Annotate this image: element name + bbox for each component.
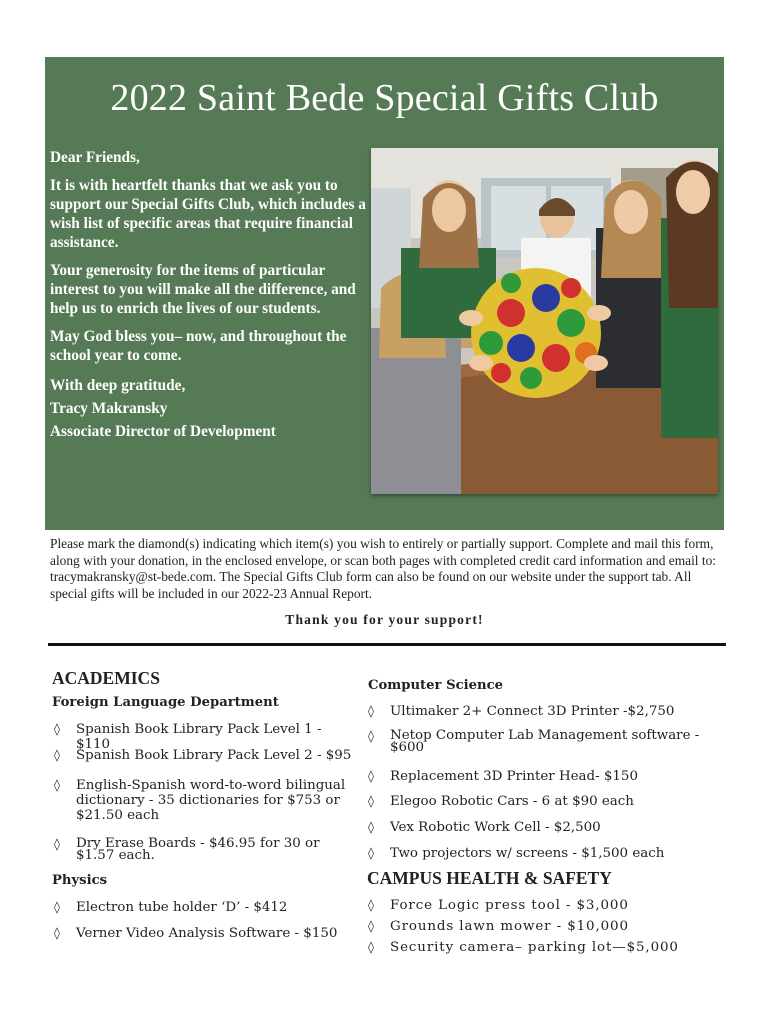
diamond-checkbox-icon[interactable]: ◊ <box>368 820 374 834</box>
diamond-checkbox-icon[interactable]: ◊ <box>368 940 374 954</box>
page-title: 2022 Saint Bede Special Gifts Club <box>110 77 659 119</box>
item-label: Electron tube holder ‘D’ - $412 <box>76 900 288 915</box>
item-label: Replacement 3D Printer Head- $150 <box>390 769 638 784</box>
diamond-checkbox-icon[interactable]: ◊ <box>54 748 60 762</box>
item-label: Dry Erase Boards - $46.95 for 30 or $1.57 each. <box>76 836 320 863</box>
item-label: Elegoo Robotic Cars - 6 at $90 each <box>390 794 634 809</box>
diamond-checkbox-icon[interactable]: ◊ <box>368 769 374 783</box>
foreign-language-heading: Foreign Language Department <box>52 695 279 710</box>
item-label: Netop Computer Lab Management software - $600 <box>390 728 700 755</box>
letter-paragraph-1: It is with heartfelt thanks that we ask you to support our Special Gifts Club, which includes a wish list of specific areas that require financial assistance. <box>50 177 366 251</box>
campus-health-safety-heading: CAMPUS HEALTH & SAFETY <box>367 868 612 888</box>
item-label: Verner Video Analysis Software - $150 <box>76 926 338 941</box>
letter-text <box>50 148 368 443</box>
item-label: Ultimaker 2+ Connect 3D Printer -$2,750 <box>390 704 675 719</box>
letter-paragraph-3: May God bless you– now, and throughout the school year to come. <box>50 328 347 364</box>
diamond-checkbox-icon[interactable]: ◊ <box>54 778 60 792</box>
diamond-checkbox-icon[interactable]: ◊ <box>368 919 374 933</box>
item-label: English-Spanish word-to-word bilingual dictionary - 35 dictionaries for $753 or $21.50 each <box>76 778 346 823</box>
thank-you-line: Thank you for your support! <box>285 612 484 627</box>
physics-heading: Physics <box>52 873 108 888</box>
computer-science-heading: Computer Science <box>368 678 504 693</box>
signature-name: Tracy Makransky <box>50 400 168 417</box>
divider-rule <box>48 643 726 646</box>
diamond-checkbox-icon[interactable]: ◊ <box>368 704 374 718</box>
diamond-checkbox-icon[interactable]: ◊ <box>54 900 60 914</box>
diamond-checkbox-icon[interactable]: ◊ <box>54 722 60 736</box>
item-label: Force Logic press tool - $3,000 <box>390 898 629 913</box>
diamond-checkbox-icon[interactable]: ◊ <box>54 926 60 940</box>
item-label: Spanish Book Library Pack Level 2 - $95 <box>76 748 352 763</box>
instructions-text: Please mark the diamond(s) indicating which item(s) you wish to entirely or partially support. Complete and mail this form, along with your donation, in the enclosed envelope, or scan both pages with completed credit card information and email to: tracymakransky@st-bede.com. The Special Gifts Club form can also be found on our website under the support tab. All special gifts will be included in our 2022-23 Annual Report. <box>50 536 716 601</box>
signature-role: Associate Director of Development <box>50 423 276 440</box>
letter-paragraph-2: Your generosity for the items of particular interest to you will make all the difference, and help us to enrich the lives of our students. <box>50 262 356 317</box>
item-label: Spanish Book Library Pack Level 1 - $110 <box>76 722 322 752</box>
diamond-checkbox-icon[interactable]: ◊ <box>54 837 60 851</box>
students-photo <box>371 148 718 494</box>
item-label: Security camera– parking lot—$5,000 <box>390 940 679 955</box>
diamond-checkbox-icon[interactable]: ◊ <box>368 846 374 860</box>
academics-heading: ACADEMICS <box>52 668 160 688</box>
diamond-checkbox-icon[interactable]: ◊ <box>368 729 374 743</box>
item-label: Grounds lawn mower - $10,000 <box>390 919 629 934</box>
item-label: Vex Robotic Work Cell - $2,500 <box>390 820 601 835</box>
diamond-checkbox-icon[interactable]: ◊ <box>368 794 374 808</box>
letter-greeting: Dear Friends, <box>50 149 140 166</box>
diamond-checkbox-icon[interactable]: ◊ <box>368 898 374 912</box>
item-label: Two projectors w/ screens - $1,500 each <box>390 846 665 861</box>
letter-closing: With deep gratitude, <box>50 377 186 394</box>
